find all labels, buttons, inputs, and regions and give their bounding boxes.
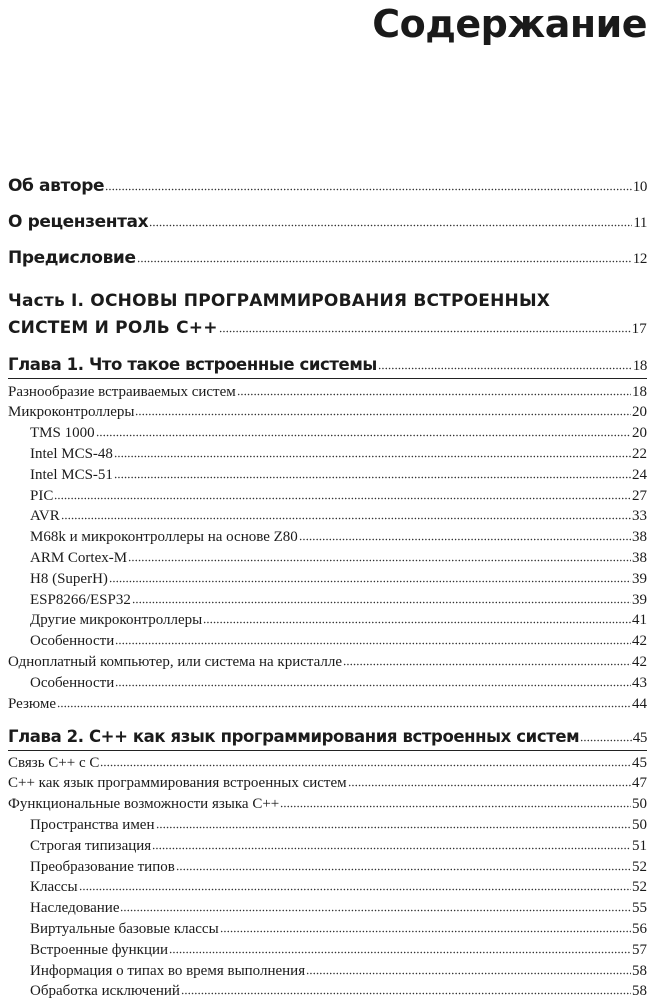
toc-entry	[30, 940, 647, 959]
toc-entry	[30, 673, 647, 692]
dot-leader	[61, 507, 631, 521]
toc-entry	[30, 961, 647, 980]
toc-entry-page: 38	[632, 549, 647, 566]
dot-leader	[237, 382, 631, 396]
dot-leader	[176, 857, 631, 871]
toc-entry	[30, 878, 647, 897]
toc-entry	[30, 569, 647, 588]
toc-entry-label: Наследование	[30, 900, 120, 917]
page-title: Содержание	[372, 2, 647, 46]
toc-entry-label: Виртуальные базовые классы	[30, 920, 219, 937]
toc-entry	[8, 795, 647, 814]
toc-entry-label: Микроконтроллеры	[8, 404, 135, 421]
dot-leader	[114, 465, 631, 479]
toc-entry-label: Преобразование типов	[30, 858, 175, 875]
dot-leader	[120, 899, 631, 913]
toc-entry-label: Обработка исключений	[30, 983, 180, 1000]
toc-entry-page: 22	[632, 445, 647, 462]
toc-part-entry	[8, 318, 647, 338]
dot-leader	[54, 486, 631, 500]
dot-leader	[203, 611, 631, 625]
toc-entry	[8, 652, 647, 671]
toc-entry-page: 58	[632, 983, 647, 1000]
dot-leader	[149, 212, 632, 227]
toc-entry-label: Резюме	[8, 695, 57, 712]
toc-entry-page: 42	[632, 653, 647, 670]
part-title-line1: Часть I. ОСНОВЫ ПРОГРАММИРОВАНИЯ ВСТРОЕННЫХ	[8, 291, 551, 311]
toc-entry	[30, 486, 647, 505]
toc-entry	[8, 403, 647, 422]
toc-entry-label: ARM Cortex-M	[30, 549, 128, 566]
dot-leader	[128, 548, 631, 562]
toc-entry-label: Функциональные возможности языка C++	[8, 796, 280, 813]
toc-entry-label: Глава 2. C++ как язык программирования встроенных систем	[8, 727, 580, 746]
dot-leader	[280, 795, 631, 809]
toc-entry-label: СИСТЕМ И РОЛЬ C++	[8, 318, 218, 339]
toc-entry-label: H8 (SuperH)	[30, 570, 108, 587]
toc-entry-label: Разнообразие встраиваемых систем	[8, 383, 236, 400]
toc-entry-label: AVR	[30, 508, 60, 525]
toc-entry-page: 50	[632, 796, 647, 813]
toc-entry-label: Встроенные функции	[30, 941, 169, 958]
toc-entry-page: 24	[632, 466, 647, 483]
dot-leader	[348, 774, 631, 788]
toc-entry-label: Одноплатный компьютер, или система на кристалле	[8, 653, 343, 670]
toc-entry-label: Другие микроконтроллеры	[30, 612, 203, 629]
toc-entry	[30, 465, 647, 484]
toc-entry-label: Связь C++ с C	[8, 754, 100, 771]
toc-entry	[30, 444, 647, 463]
toc-entry	[30, 836, 647, 855]
toc-entry	[30, 919, 647, 938]
toc-entry-page: 47	[632, 775, 647, 792]
dot-leader	[115, 673, 631, 687]
chapter-rule	[8, 378, 647, 379]
dot-leader	[306, 961, 631, 975]
toc-entry-page: 41	[632, 612, 647, 629]
toc-entry-label: Об авторе	[8, 176, 105, 197]
toc-entry	[30, 815, 647, 834]
dot-leader	[378, 355, 632, 370]
toc-entry-page: 43	[632, 674, 647, 691]
dot-leader	[79, 878, 631, 892]
dot-leader	[220, 919, 631, 933]
toc-entry-page: 50	[632, 816, 647, 833]
dot-leader	[57, 694, 631, 708]
dot-leader	[109, 569, 631, 583]
dot-leader	[115, 632, 631, 646]
toc-front-entry	[8, 212, 647, 232]
toc-entry-label: ESP8266/ESP32	[30, 591, 131, 608]
dot-leader	[137, 248, 632, 263]
toc-chapter-entry	[8, 355, 647, 375]
toc-entry	[30, 548, 647, 567]
toc-entry-page: 17	[631, 321, 647, 338]
dot-leader	[219, 318, 631, 333]
toc-entry	[8, 694, 647, 713]
dot-leader	[343, 652, 631, 666]
toc-entry-page: 42	[632, 633, 647, 650]
toc-entry-page: 27	[632, 487, 647, 504]
toc-entry-page: 12	[632, 251, 647, 268]
toc-entry	[8, 753, 647, 772]
dot-leader	[181, 982, 631, 996]
toc-entry	[8, 774, 647, 793]
toc-entry	[30, 590, 647, 609]
toc-entry-page: 20	[632, 404, 647, 421]
toc-entry-page: 18	[632, 358, 647, 374]
toc-entry-label: Строгая типизация	[30, 837, 152, 854]
toc-entry	[30, 424, 647, 443]
toc-entry	[8, 382, 647, 401]
toc-entry-label: Intel MCS-48	[30, 445, 113, 462]
dot-leader	[152, 836, 631, 850]
toc-entry-label: C++ как язык программирования встроенных систем	[8, 775, 347, 792]
toc-entry	[30, 982, 647, 1000]
toc-entry	[30, 899, 647, 918]
toc-entry-label: Информация о типах во время выполнения	[30, 962, 306, 979]
dot-leader	[135, 403, 631, 417]
dot-leader	[299, 528, 631, 542]
dot-leader	[580, 727, 632, 742]
toc-entry-page: 52	[632, 879, 647, 896]
toc-entry-page: 10	[632, 179, 647, 196]
dot-leader	[96, 424, 631, 438]
toc-entry	[30, 611, 647, 630]
toc-entry-page: 20	[632, 425, 647, 442]
toc-entry-page: 56	[632, 920, 647, 937]
toc-entry-page: 33	[632, 508, 647, 525]
toc-front-entry	[8, 176, 647, 196]
toc-entry	[30, 528, 647, 547]
toc-entry-label: Пространства имен	[30, 816, 155, 833]
toc-entry-page: 39	[632, 570, 647, 587]
toc-chapter-entry	[8, 727, 647, 747]
dot-leader	[100, 753, 631, 767]
toc-front-entry	[8, 248, 647, 268]
toc-entry-label: Особенности	[30, 633, 115, 650]
toc-entry	[30, 507, 647, 526]
toc-entry-label: PIC	[30, 487, 54, 504]
toc-entry-page: 58	[632, 962, 647, 979]
toc-entry-page: 51	[632, 837, 647, 854]
toc-entry-page: 45	[632, 754, 647, 771]
toc-entry-page: 11	[633, 215, 647, 232]
chapter-rule	[8, 750, 647, 751]
toc-entry-page: 45	[632, 730, 647, 746]
toc-entry-page: 57	[632, 941, 647, 958]
toc-entry-page: 38	[632, 529, 647, 546]
toc-entry-page: 39	[632, 591, 647, 608]
toc-entry-label: Intel MCS-51	[30, 466, 113, 483]
toc-entry-label: Особенности	[30, 674, 115, 691]
dot-leader	[114, 444, 631, 458]
toc-entry	[30, 632, 647, 651]
dot-leader	[132, 590, 631, 604]
dot-leader	[105, 176, 632, 191]
toc-entry-page: 44	[632, 695, 647, 712]
toc-entry-page: 52	[632, 858, 647, 875]
toc-entry-page: 18	[632, 383, 647, 400]
toc-entry-label: Предисловие	[8, 248, 136, 269]
toc-entry	[30, 857, 647, 876]
toc-entry-label: Классы	[30, 879, 78, 896]
toc-entry-label: О рецензентах	[8, 212, 149, 233]
dot-leader	[156, 815, 632, 829]
toc-entry-label: TMS 1000	[30, 425, 95, 442]
toc-entry-label: M68k и микроконтроллеры на основе Z80	[30, 529, 298, 546]
toc-entry-label: Глава 1. Что такое встроенные системы	[8, 355, 377, 374]
dot-leader	[169, 940, 631, 954]
toc-entry-page: 55	[632, 900, 647, 917]
